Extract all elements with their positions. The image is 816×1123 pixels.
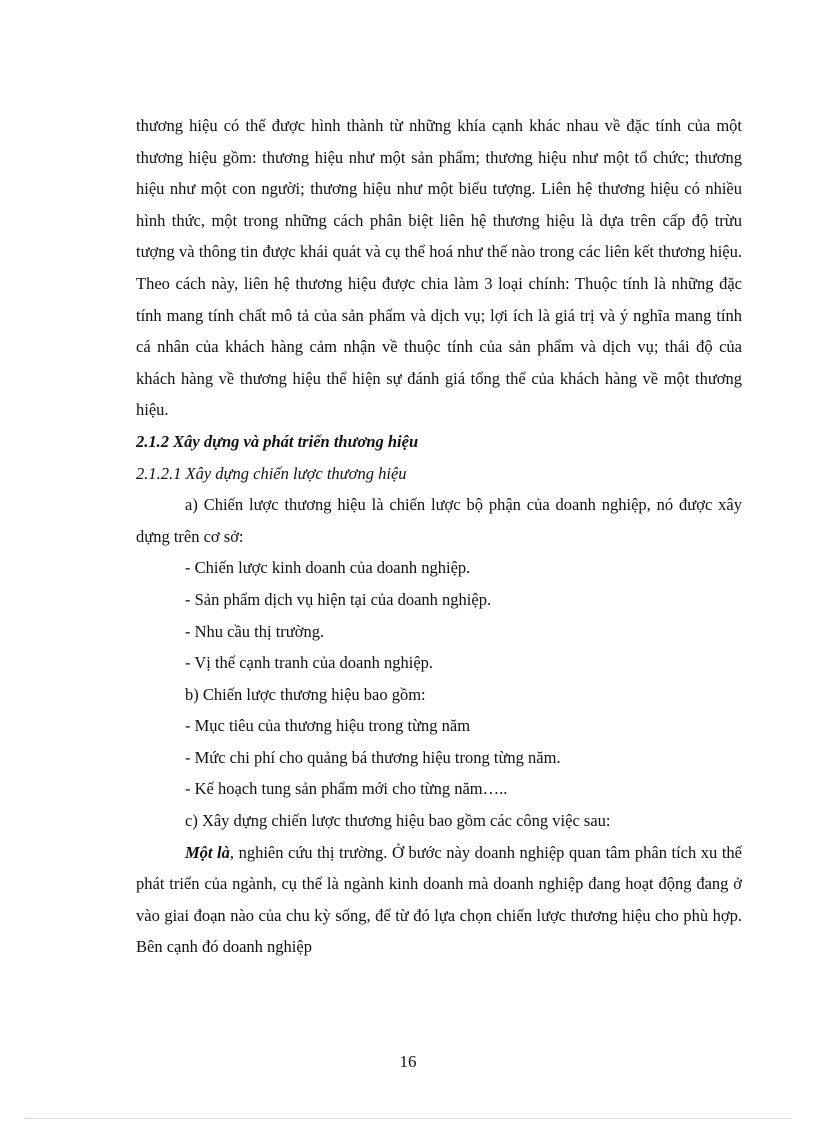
list-item: - Mức chi phí cho quảng bá thương hiệu trong từng năm.: [185, 747, 561, 767]
step-one-lead: Một là: [185, 842, 230, 862]
intro-paragraph: thương hiệu có thể được hình thành từ những khía cạnh khác nhau về đặc tính của một thương hiệu gồm: thương hiệu như một sản phẩm; thương hiệu như một tổ chức; thương hiệu như một con người; thương hiệu như một biểu tượng. Liên hệ thương hiệu có nhiều hình thức, một trong những cách phân biệt liên hệ thương hiệu là dựa trên cấp độ trừu tượng và thông tin được khái quát và cụ thể hoá như thế nào trong các liên kết thương hiệu. Theo cách này, liên hệ thương hiệu được chia làm 3 loại chính: Thuộc tính là những đặc tính mang tính chất mô tả của sản phẩm và dịch vụ; lợi ích là giá trị và ý nghĩa mang tính cá nhân của khách hàng cảm nhận về thuộc tính của sản phẩm và dịch vụ; thái độ của khách hàng về thương hiệu thể hiện sự đánh giá tổng thể của khách hàng về một thương hiệu.: [136, 116, 742, 420]
paragraph-c: c) Xây dựng chiến lược thương hiệu bao gồm các công việc sau:: [185, 811, 611, 831]
list-item: - Chiến lược kinh doanh của doanh nghiệp.: [185, 558, 471, 578]
page-divider: [24, 1118, 792, 1119]
step-one-text: , nghiên cứu thị trường. Ở bước này doanh nghiệp quan tâm phân tích xu thế phát triển của ngành, cụ thể là ngành kinh doanh mà doanh nghiệp đang hoạt động đang ở vào giai đoạn nào của chu kỳ sống, để từ đó lựa chọn chiến lược thương hiệu cho phù hợp. Bên cạnh đó doanh nghiệp: [136, 842, 742, 957]
step-one-paragraph: [136, 837, 742, 963]
section-heading: 2.1.2 Xây dựng và phát triển thương hiệu: [136, 431, 419, 451]
list-item: - Vị thế cạnh tranh của doanh nghiệp.: [185, 653, 434, 673]
list-item: - Mục tiêu của thương hiệu trong từng năm: [185, 716, 471, 736]
paragraph-a: a) Chiến lược thương hiệu là chiến lược bộ phận của doanh nghiệp, nó được xây dựng trên cơ sở:: [136, 495, 742, 546]
page-number: 16: [399, 1052, 417, 1071]
paragraph-b: b) Chiến lược thương hiệu bao gồm:: [185, 684, 426, 704]
list-item: - Sản phẩm dịch vụ hiện tại của doanh nghiệp.: [185, 589, 492, 609]
list-item: - Nhu cầu thị trường.: [185, 621, 325, 641]
subsection-heading: 2.1.2.1 Xây dựng chiến lược thương hiệu: [136, 463, 407, 483]
list-item: - Kế hoạch tung sản phẩm mới cho từng năm…..: [185, 779, 508, 799]
page-body: [136, 110, 742, 963]
